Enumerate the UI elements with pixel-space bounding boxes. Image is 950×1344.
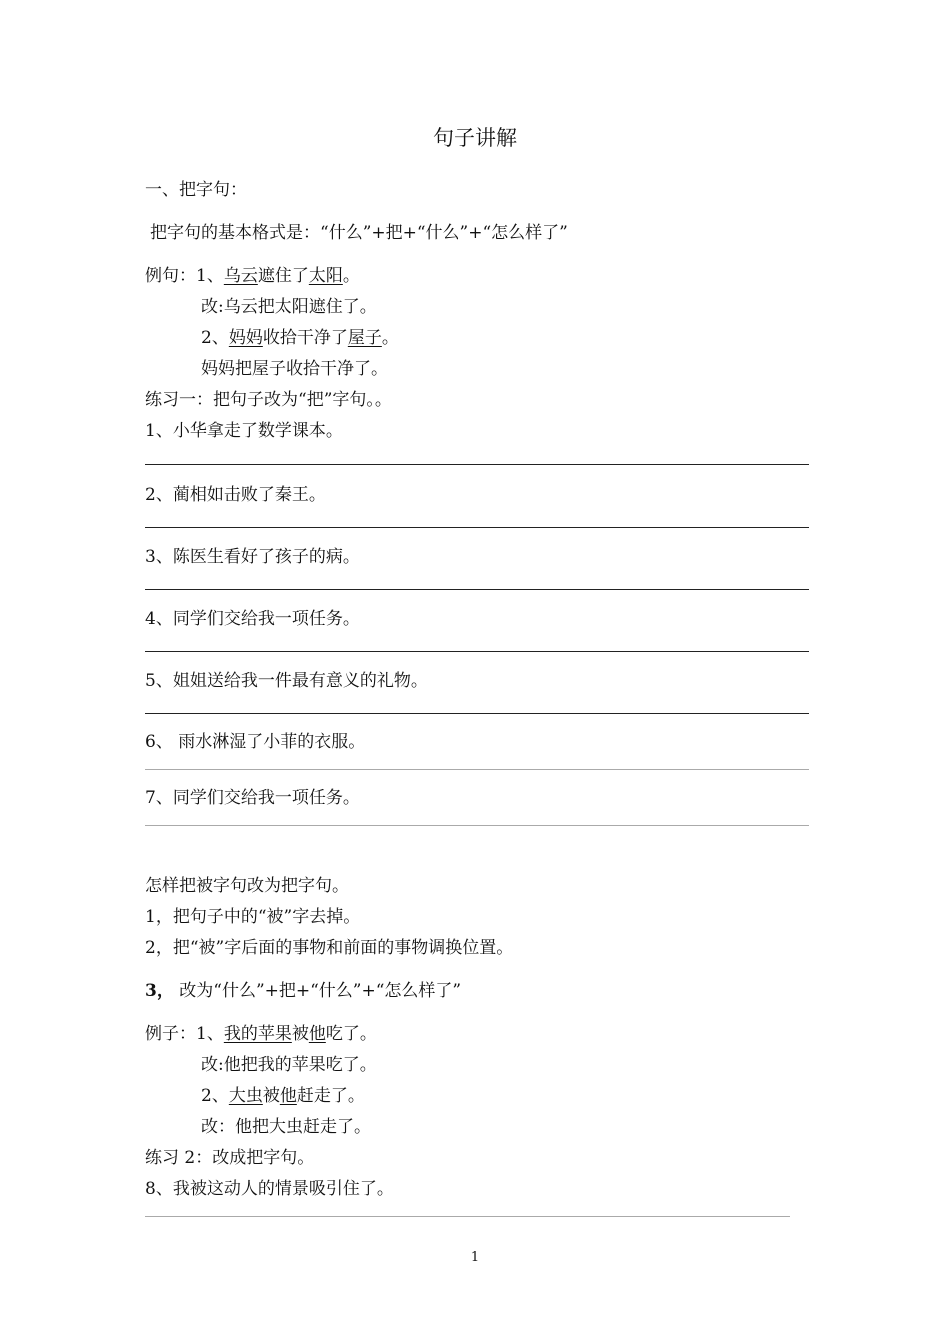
example-number: 1、	[196, 266, 224, 286]
example-3-rewrite: 改:他把我的苹果吃了。	[201, 1055, 377, 1075]
answer-line[interactable]	[145, 1216, 790, 1217]
example-verb: 收拾干净了	[262, 328, 348, 348]
example-verb: 遮住了	[257, 266, 309, 286]
example-1	[145, 261, 360, 286]
step-3	[145, 976, 461, 1001]
example-2	[201, 323, 399, 348]
example-number: 2、	[201, 328, 229, 348]
bei-word: 被	[291, 1024, 309, 1044]
example-end: 赶走了。	[296, 1086, 365, 1106]
answer-line[interactable]	[145, 589, 809, 590]
example-label: 例句：	[145, 266, 196, 286]
example-end: 。	[342, 266, 360, 286]
underlined-object: 屋子	[347, 328, 382, 348]
answer-line[interactable]	[145, 527, 809, 528]
example-2-rewrite: 妈妈把屋子收拾干净了。	[201, 359, 388, 379]
answer-line[interactable]	[145, 651, 809, 652]
example-label: 例子：	[145, 1024, 196, 1044]
practice-item: 2、蔺相如击败了秦王。	[145, 485, 326, 505]
example-3	[145, 1019, 377, 1044]
section2-heading: 怎样把被字句改为把字句。	[145, 876, 349, 896]
example-4-rewrite: 改：他把大虫赶走了。	[201, 1117, 371, 1137]
answer-line[interactable]	[145, 713, 809, 714]
section1-heading: 一、把字句：	[145, 180, 247, 200]
practice-item: 1、小华拿走了数学课本。	[145, 421, 343, 441]
underlined-subject: 乌云	[223, 266, 258, 286]
underlined-agent: 他	[279, 1086, 297, 1106]
step-3-text: 改为“什么”+把+“什么”+“怎么样了”	[173, 981, 462, 1001]
practice-item: 8、我被这动人的情景吸引住了。	[145, 1179, 394, 1199]
example-1-rewrite: 改:乌云把太阳遮住了。	[201, 297, 377, 317]
example-number: 2、	[201, 1086, 229, 1106]
practice-item: 4、同学们交给我一项任务。	[145, 609, 360, 629]
practice-item: 3、陈医生看好了孩子的病。	[145, 547, 360, 567]
practice-item: 6、 雨水淋湿了小菲的衣服。	[145, 732, 366, 752]
example-4	[201, 1081, 365, 1106]
answer-line[interactable]	[145, 769, 809, 770]
bei-word: 被	[262, 1086, 280, 1106]
underlined-object: 太阳	[308, 266, 343, 286]
underlined-subject: 妈妈	[228, 328, 263, 348]
step-1: 1，把句子中的“被”字去掉。	[145, 907, 361, 927]
answer-line[interactable]	[145, 825, 809, 826]
page-title: 句子讲解	[433, 126, 517, 150]
underlined-subject: 我的苹果	[223, 1024, 292, 1044]
practice-item: 7、同学们交给我一项任务。	[145, 788, 360, 808]
practice2-heading: 练习 2：改成把字句。	[145, 1148, 315, 1168]
page-number: 1	[470, 1250, 480, 1265]
example-number: 1、	[196, 1024, 224, 1044]
underlined-agent: 他	[308, 1024, 326, 1044]
example-end: 吃了。	[325, 1024, 377, 1044]
practice1-heading: 练习一：把句子改为“把”字句。。	[145, 390, 392, 410]
format-rule: 把字句的基本格式是：“什么”+把+“什么”+“怎么样了”	[150, 223, 568, 243]
practice-item: 5、姐姐送给我一件最有意义的礼物。	[145, 671, 428, 691]
underlined-subject: 大虫	[228, 1086, 263, 1106]
example-end: 。	[381, 328, 399, 348]
step-3-number: 3，	[145, 981, 174, 1001]
answer-line[interactable]	[145, 464, 809, 465]
step-2: 2，把“被”字后面的事物和前面的事物调换位置。	[145, 938, 514, 958]
